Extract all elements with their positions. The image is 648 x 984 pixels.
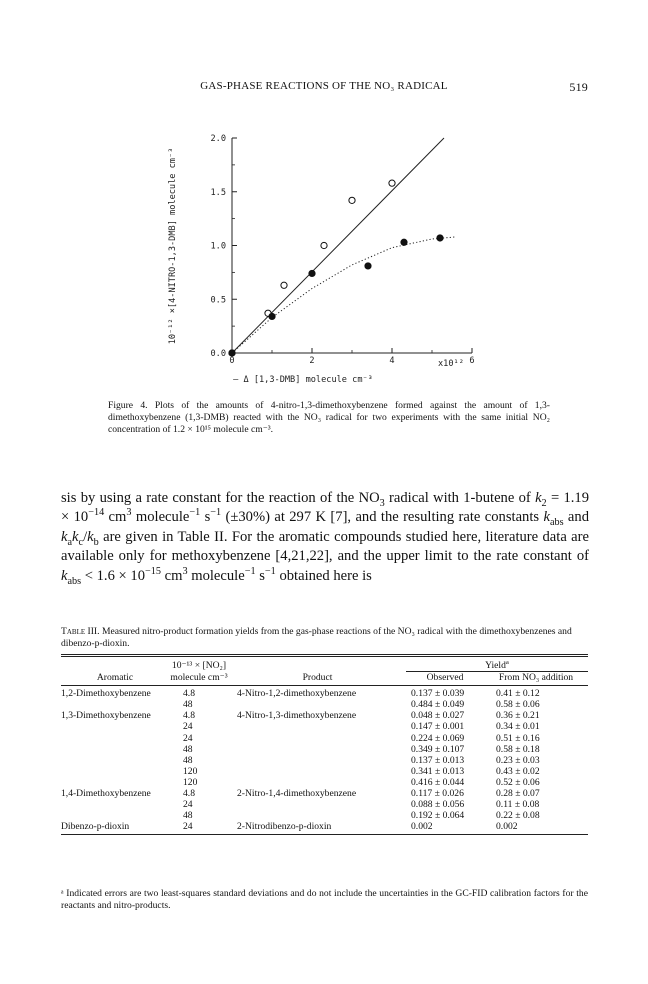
cell-from-no3: 0.41 ± 0.12 bbox=[496, 688, 540, 700]
cell-aromatic bbox=[61, 777, 169, 788]
cell-product bbox=[229, 733, 406, 744]
cell-from-no3: 0.22 ± 0.08 bbox=[496, 810, 540, 822]
cell-observed: 0.147 ± 0.001 bbox=[411, 721, 465, 733]
text-run: k bbox=[87, 528, 94, 545]
x-tick-label: 0 bbox=[229, 356, 235, 366]
cell-no2: 120 bbox=[183, 765, 198, 777]
col-header-no2-unit: molecule cm⁻³ bbox=[170, 671, 228, 683]
text-run: k bbox=[61, 567, 68, 584]
cell-observed: 0.002 bbox=[411, 821, 433, 833]
text-run: obtained here is bbox=[275, 567, 372, 584]
cell-no2: 24 bbox=[183, 721, 193, 733]
table-row bbox=[61, 710, 588, 721]
cell-no2: 24 bbox=[183, 821, 193, 833]
cell-aromatic bbox=[61, 721, 169, 732]
data-point-filled bbox=[269, 313, 275, 319]
cell-no2: 4.8 bbox=[183, 710, 195, 722]
cell-aromatic: 1,4-Dimethoxybenzene bbox=[61, 788, 151, 800]
text-run: k bbox=[72, 528, 79, 545]
text-run: are given in Table II. For the aromatic compounds studied bbox=[98, 528, 448, 545]
y-tick-label: 0.5 bbox=[210, 295, 226, 306]
cell-from-no3: 0.28 ± 0.07 bbox=[496, 788, 540, 800]
text-run: 3 bbox=[379, 497, 385, 509]
text-run: limit to the rate constant of bbox=[424, 548, 589, 565]
figure-4-chart bbox=[150, 128, 480, 390]
table-row bbox=[61, 788, 588, 799]
col-header-no2: 10⁻¹³ × [NO₂] bbox=[171, 660, 227, 672]
x-axis-label: – Δ [1,3-DMB] molecule cm⁻³ bbox=[233, 375, 373, 385]
cell-aromatic bbox=[61, 744, 169, 755]
cell-observed: 0.137 ± 0.039 bbox=[411, 688, 465, 700]
cell-observed: 0.416 ± 0.044 bbox=[411, 776, 465, 788]
cell-product: 2-Nitrodibenzo-p-dioxin bbox=[237, 821, 332, 833]
text-run: c bbox=[78, 536, 84, 548]
text-run: abs bbox=[67, 575, 82, 587]
text-run: = 1.19 × 10 bbox=[61, 490, 589, 526]
cell-from-no3: 0.11 ± 0.08 bbox=[496, 799, 540, 811]
data-point-open bbox=[389, 180, 395, 186]
yields-table bbox=[61, 654, 588, 835]
yield-label: Yield bbox=[485, 660, 506, 671]
page-number: 519 bbox=[569, 80, 588, 94]
data-point-filled bbox=[365, 263, 371, 269]
cell-product: 4-Nitro-1,2-dimethoxybenzene bbox=[237, 688, 357, 700]
text-run: 3 bbox=[182, 565, 188, 577]
col-header-observed: Observed bbox=[426, 672, 464, 684]
y-tick-label: 1.0 bbox=[210, 241, 226, 252]
cell-from-no3: 0.58 ± 0.06 bbox=[496, 699, 540, 711]
x-tick-label: 4 bbox=[389, 356, 395, 366]
text-run: molecule bbox=[131, 509, 190, 526]
cell-no2: 48 bbox=[183, 743, 193, 755]
cell-aromatic bbox=[61, 766, 169, 777]
text-run: radical with 1-butene of bbox=[384, 490, 531, 506]
cell-aromatic: 1,3-Dimethoxybenzene bbox=[61, 710, 151, 722]
cell-from-no3: 0.43 ± 0.02 bbox=[496, 765, 540, 777]
cell-observed: 0.341 ± 0.013 bbox=[411, 765, 465, 777]
cell-observed: 0.137 ± 0.013 bbox=[411, 754, 465, 766]
cell-observed: 0.484 ± 0.049 bbox=[411, 699, 465, 711]
chart-fit-lines bbox=[232, 138, 456, 353]
data-point-open bbox=[321, 242, 327, 248]
table-row bbox=[61, 821, 588, 835]
fit-line-solid bbox=[232, 138, 444, 353]
data-point-filled bbox=[401, 239, 407, 245]
col-header-yield bbox=[406, 656, 588, 672]
table-row bbox=[61, 810, 588, 821]
cell-no2: 48 bbox=[183, 810, 193, 822]
text-run: k bbox=[535, 490, 542, 506]
text-run: s bbox=[200, 509, 211, 526]
text-run: 2 bbox=[541, 497, 547, 509]
text-run: sis by using a rate constant for the reaction of the NO bbox=[61, 490, 380, 506]
text-run: constants bbox=[484, 509, 544, 526]
cell-observed: 0.349 ± 0.107 bbox=[411, 743, 465, 755]
y-axis-label: 10⁻¹² ×[4-NITRO-1,3-DMB] molecule cm⁻³ bbox=[168, 147, 178, 345]
body-paragraph bbox=[61, 489, 589, 586]
cell-product bbox=[229, 777, 406, 788]
table-row bbox=[61, 699, 588, 710]
cell-no2: 48 bbox=[183, 699, 193, 711]
cell-product bbox=[229, 799, 406, 810]
table-label: Table III. bbox=[61, 626, 100, 637]
text-run: (±30%) at 297 K [7], and the resulting rate bbox=[221, 509, 481, 526]
x-tick-label: 6 bbox=[469, 356, 475, 366]
cell-from-no3: 0.52 ± 0.06 bbox=[496, 776, 540, 788]
running-header bbox=[60, 80, 588, 100]
table-row bbox=[61, 766, 588, 777]
text-run: 3 bbox=[126, 507, 132, 519]
cell-from-no3: 0.23 ± 0.03 bbox=[496, 754, 540, 766]
cell-from-no3: 0.36 ± 0.21 bbox=[496, 710, 540, 722]
data-point-open bbox=[349, 197, 355, 203]
col-header-from-no3: From NO₃ addition bbox=[498, 672, 574, 684]
data-point-filled bbox=[309, 270, 315, 276]
data-point-filled bbox=[437, 235, 443, 241]
fit-curve-dotted bbox=[232, 237, 456, 353]
table-row bbox=[61, 721, 588, 732]
text-run: < 1.6 × 10 bbox=[81, 567, 145, 584]
cell-aromatic bbox=[61, 699, 169, 710]
cell-observed: 0.224 ± 0.069 bbox=[411, 732, 465, 744]
text-run: a bbox=[67, 536, 73, 548]
cell-product bbox=[229, 766, 406, 777]
table-row bbox=[61, 733, 588, 744]
cell-product bbox=[229, 721, 406, 732]
y-tick-label: 1.5 bbox=[210, 187, 226, 198]
table-caption bbox=[61, 626, 588, 650]
cell-observed: 0.192 ± 0.064 bbox=[411, 810, 465, 822]
table-row bbox=[61, 799, 588, 810]
cell-from-no3: 0.002 bbox=[496, 821, 518, 833]
cell-observed: 0.117 ± 0.026 bbox=[411, 788, 464, 800]
cell-no2: 4.8 bbox=[183, 688, 195, 700]
cell-product bbox=[229, 810, 406, 821]
text-run: cm bbox=[160, 567, 183, 584]
table-row bbox=[61, 686, 588, 700]
x-axis-multiplier: x10¹² bbox=[438, 359, 464, 369]
table-header-row-2 bbox=[61, 672, 588, 686]
cell-product bbox=[229, 744, 406, 755]
table-caption-text: Measured nitro-product formation yields from the gas-phase reactions of the NO₃ radical with the dimethoxybenzenes and dibenzo-p-dioxin. bbox=[61, 626, 572, 649]
table-row bbox=[61, 744, 588, 755]
cell-from-no3: 0.51 ± 0.16 bbox=[496, 732, 540, 744]
figure-caption: Figure 4. Plots of the amounts of 4-nitro-1,3-dimethoxybenzene formed against the amount of 1,3-dimethoxybenzene (1,3-DMB) reacted with the NO₃ radical for two experiments with the same initial NO₂ concentration of 1.2 × 10¹⁵ molecule cm⁻³. bbox=[108, 400, 550, 436]
cell-aromatic bbox=[61, 810, 169, 821]
cell-aromatic: 1,2-Dimethoxybenzene bbox=[61, 688, 151, 700]
cell-product bbox=[229, 699, 406, 710]
cell-no2: 120 bbox=[183, 776, 198, 788]
y-tick-label: 0.0 bbox=[210, 349, 226, 359]
text-run: −1 bbox=[189, 507, 201, 519]
chart-points bbox=[229, 180, 443, 356]
cell-no2: 24 bbox=[183, 732, 193, 744]
cell-no2: 48 bbox=[183, 754, 193, 766]
text-run: k bbox=[61, 528, 68, 545]
text-run: −14 bbox=[88, 507, 105, 519]
cell-aromatic: Dibenzo-p-dioxin bbox=[61, 821, 130, 833]
cell-aromatic bbox=[61, 799, 169, 810]
col-header-aromatic: Aromatic bbox=[96, 671, 134, 683]
cell-from-no3: 0.58 ± 0.18 bbox=[496, 743, 540, 755]
cell-aromatic bbox=[61, 755, 169, 766]
cell-from-no3: 0.34 ± 0.01 bbox=[496, 721, 540, 733]
table-body bbox=[61, 686, 588, 835]
data-point-open bbox=[281, 282, 287, 288]
data-point-filled bbox=[229, 350, 235, 356]
text-run: −1 bbox=[244, 565, 256, 577]
text-run: b bbox=[93, 536, 99, 548]
chart-ticks bbox=[210, 134, 474, 366]
col-header-product: Product bbox=[302, 671, 333, 683]
running-head: GAS-PHASE REACTIONS OF THE NO₃ RADICAL bbox=[200, 80, 448, 92]
cell-no2: 4.8 bbox=[183, 788, 195, 800]
text-run: here, literature data are available only for methoxybenzene [4,21,22], and the upper bbox=[61, 528, 589, 565]
text-run: cm bbox=[104, 509, 127, 526]
y-tick-label: 2.0 bbox=[210, 134, 226, 144]
cell-observed: 0.048 ± 0.027 bbox=[411, 710, 465, 722]
text-run: −1 bbox=[210, 507, 222, 519]
cell-no2: 24 bbox=[183, 799, 193, 811]
text-run: −1 bbox=[264, 565, 276, 577]
text-run: and bbox=[563, 509, 589, 526]
text-run: abs bbox=[549, 517, 564, 529]
text-run: −15 bbox=[145, 565, 161, 577]
cell-aromatic bbox=[61, 733, 169, 744]
text-run: k bbox=[543, 509, 550, 526]
text-run: / bbox=[83, 528, 88, 545]
yield-footnote-mark: a bbox=[505, 658, 509, 666]
x-tick-label: 2 bbox=[309, 356, 315, 366]
text-run: s bbox=[255, 567, 265, 584]
table-footnote: ᵃ Indicated errors are two least-squares standard deviations and do not include the uncertainties in the GC-FID calibration factors for the reactants and nitro-products. bbox=[61, 888, 588, 911]
table-row bbox=[61, 755, 588, 766]
cell-product bbox=[229, 755, 406, 766]
cell-product: 4-Nitro-1,3-dimethoxybenzene bbox=[237, 710, 357, 722]
cell-observed: 0.088 ± 0.056 bbox=[411, 799, 465, 811]
cell-product: 2-Nitro-1,4-dimethoxybenzene bbox=[237, 788, 357, 800]
table-row bbox=[61, 777, 588, 788]
text-run: molecule bbox=[187, 567, 245, 584]
table-header-row bbox=[61, 656, 588, 672]
